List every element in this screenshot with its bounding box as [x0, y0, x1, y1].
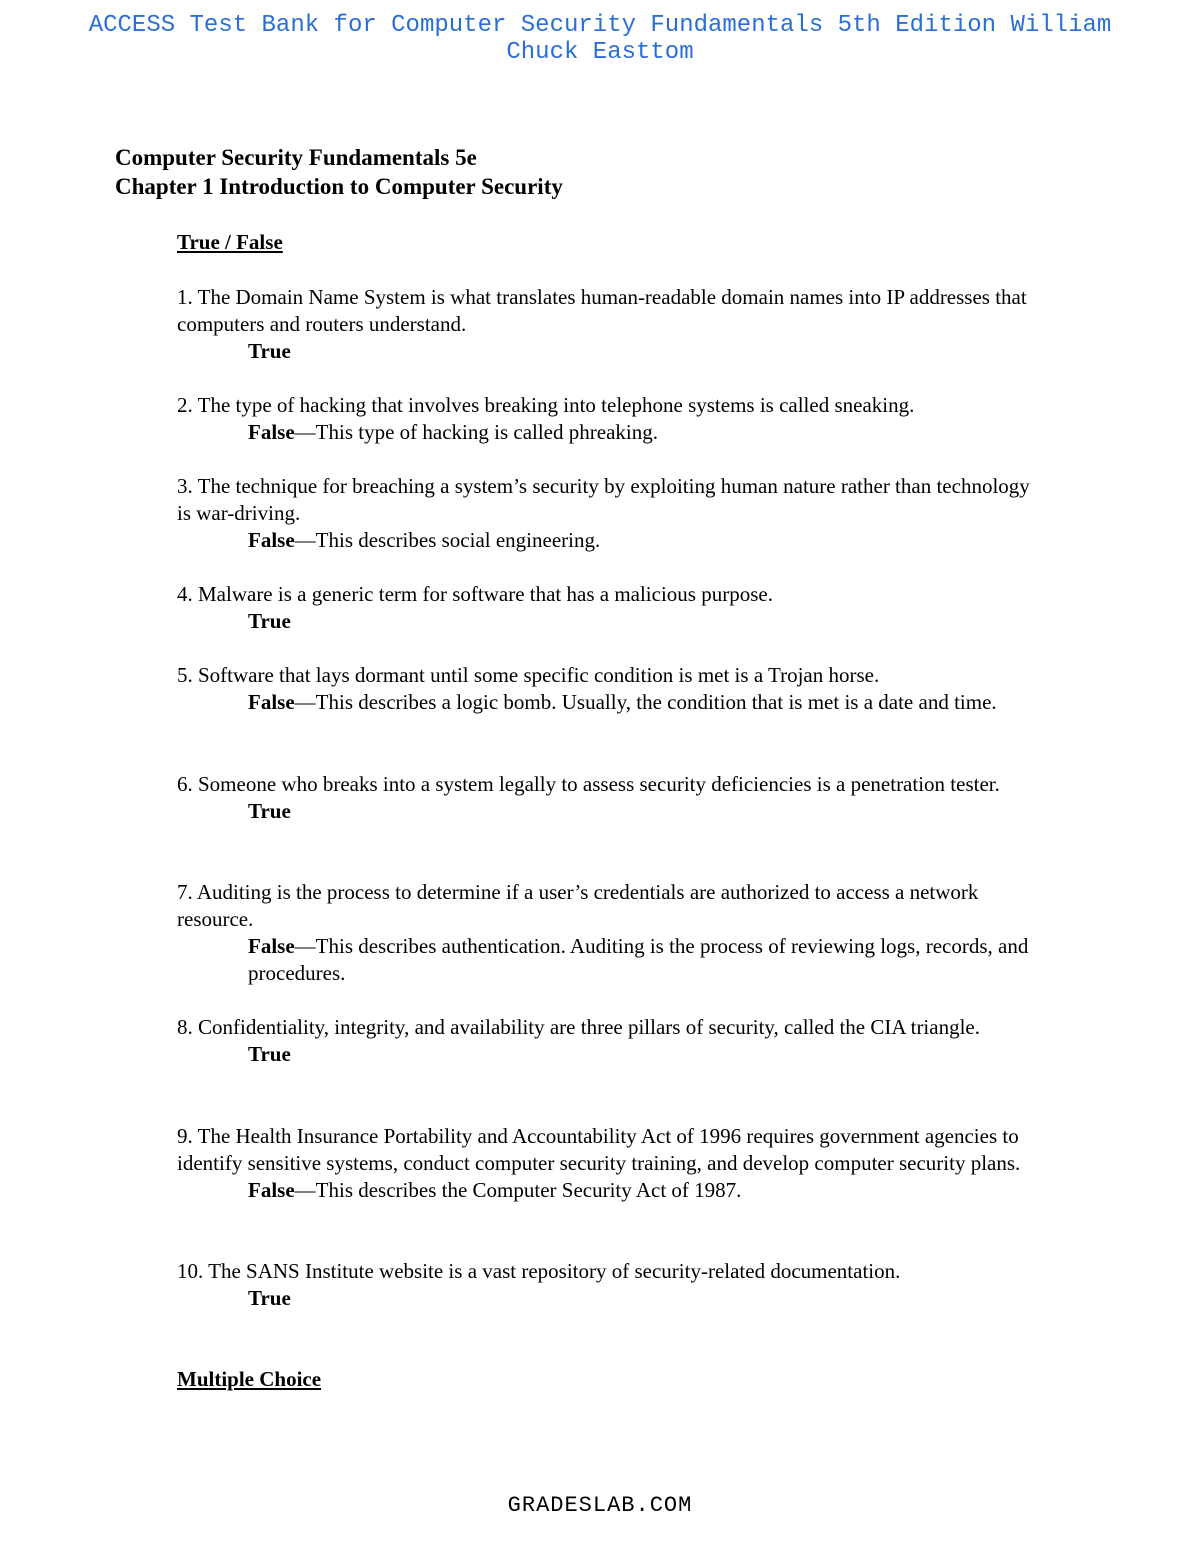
answer	[177, 608, 1047, 635]
answer	[177, 689, 1047, 716]
header-title-link[interactable]: ACCESS Test Bank for Computer Security Fundamentals 5th Edition William Chuck Easttom	[88, 12, 1112, 66]
question-text: 2. The type of hacking that involves breaking into telephone systems is called sneaking.	[177, 393, 915, 417]
question-text: 7. Auditing is the process to determine if a user’s credentials are authorized to access a network resource.	[177, 880, 979, 931]
footer-watermark: GRADESLAB.COM	[507, 1493, 693, 1518]
answer-explanation: —This type of hacking is called phreaking.	[294, 420, 658, 444]
answer-explanation: —This describes authentication. Auditing is the process of reviewing logs, records, and procedures.	[248, 934, 1029, 985]
title-line-2: Chapter 1 Introduction to Computer Security	[115, 174, 563, 199]
answer-verdict: False	[248, 420, 295, 444]
document-title	[115, 143, 563, 201]
question-text: 8. Confidentiality, integrity, and availability are three pillars of security, called the CIA triangle.	[177, 1015, 980, 1039]
answer	[177, 419, 1047, 446]
answer	[177, 933, 1047, 987]
title-line-1: Computer Security Fundamentals 5e	[115, 145, 477, 170]
question-text: 9. The Health Insurance Portability and Accountability Act of 1996 requires government agencies to identify sensitive systems, conduct computer security training, and develop computer security plans.	[177, 1124, 1021, 1175]
answer-explanation: —This describes a logic bomb. Usually, the condition that is met is a date and time.	[294, 690, 997, 714]
answer	[177, 1285, 1047, 1312]
question-5	[177, 662, 1047, 716]
question-8	[177, 1014, 1047, 1068]
answer-explanation: —This describes the Computer Security Act of 1987.	[294, 1178, 742, 1202]
question-7	[177, 879, 1047, 987]
answer-verdict: False	[248, 1178, 295, 1202]
answer-verdict: True	[248, 799, 291, 823]
answer-verdict: True	[248, 609, 291, 633]
question-3	[177, 473, 1047, 554]
answer-verdict: False	[248, 934, 295, 958]
answer	[177, 338, 1047, 365]
question-10	[177, 1258, 1047, 1312]
answer	[177, 1041, 1047, 1068]
answer-verdict: True	[248, 1286, 291, 1310]
answer-verdict: True	[248, 339, 291, 363]
question-4	[177, 581, 1047, 635]
answer-verdict: False	[248, 690, 295, 714]
answer	[177, 527, 1047, 554]
answer	[177, 798, 1047, 825]
question-text: 6. Someone who breaks into a system legally to assess security deficiencies is a penetration tester.	[177, 772, 1000, 796]
answer	[177, 1177, 1047, 1204]
question-text: 1. The Domain Name System is what translates human-readable domain names into IP addresses that computers and routers understand.	[177, 285, 1027, 336]
multiple-choice-heading: Multiple Choice	[177, 1367, 322, 1391]
question-1	[177, 284, 1047, 365]
question-6	[177, 771, 1047, 825]
question-text: 5. Software that lays dormant until some specific condition is met is a Trojan horse.	[177, 663, 880, 687]
answer-verdict: True	[248, 1042, 291, 1066]
question-text: 3. The technique for breaching a system’s security by exploiting human nature rather than technology is war-driving.	[177, 474, 1030, 525]
true-false-heading: True / False	[177, 230, 283, 254]
question-2	[177, 392, 1047, 446]
question-text: 10. The SANS Institute website is a vast repository of security-related documentation.	[177, 1259, 901, 1283]
question-9	[177, 1123, 1047, 1204]
answer-explanation: —This describes social engineering.	[294, 528, 601, 552]
answer-verdict: False	[248, 528, 295, 552]
question-text: 4. Malware is a generic term for software that has a malicious purpose.	[177, 582, 773, 606]
